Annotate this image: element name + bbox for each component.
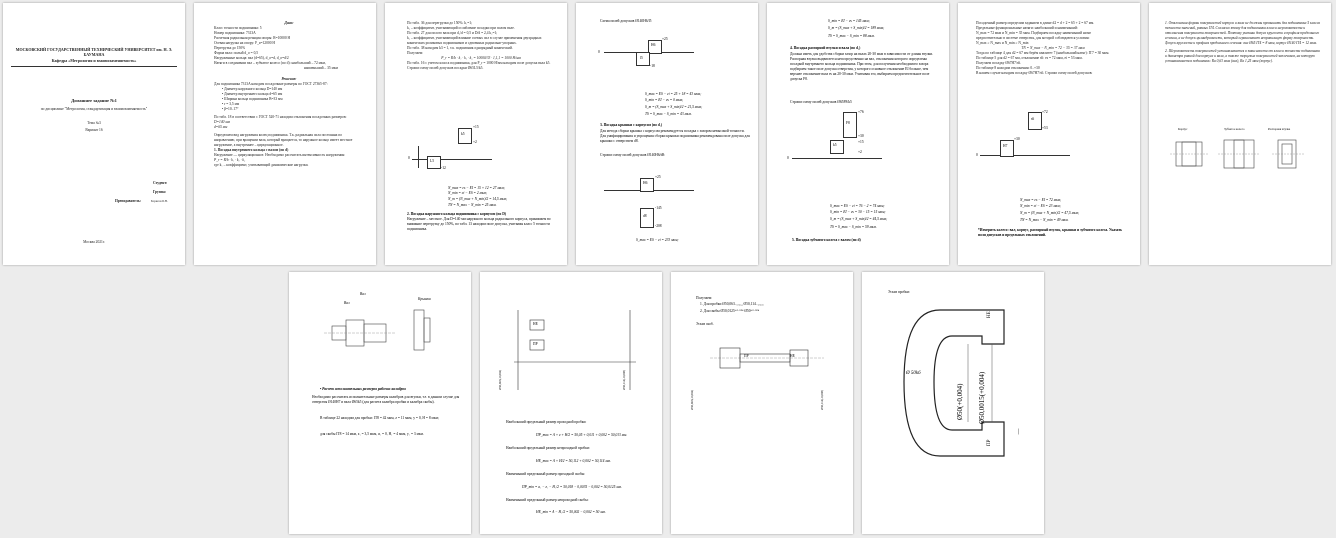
gauge-text: для скобы IT8 = 14 мкм, z₁ = 3,5 мкм, α₁ = 0, H₁ = 4 мкм, y₁ = 3 мкм.: [320, 432, 424, 436]
text-line: Посадочный размер определим заданием в длине d2 = d + 2 = 65 + 2 = 67 мм.: [976, 21, 1095, 25]
text-line: По табл. 38 находим k3 = 1, т.к. подшипник однорядный конический.: [407, 46, 513, 50]
dev-value: +15: [858, 140, 864, 144]
dev-l2: -208: [655, 224, 662, 228]
housing-drawing: [1170, 134, 1210, 174]
pr-label: ПР: [533, 342, 538, 346]
calc-line: S_max = ES − ei = 233 мкм;: [636, 238, 679, 242]
doc-subtitle: по дисциплине "Метрология, стандартизация и взаимозаменяемость": [40, 107, 148, 111]
city-year: Москва 2021г.: [83, 240, 105, 244]
results-heading: Получаем:: [696, 296, 713, 300]
bullet-item: • r = 3,5 мм: [222, 102, 240, 106]
solution-intro: Для подшипника 7313A находим посадочные размеры по ГОСТ 27365-87:: [214, 82, 328, 86]
bullet-text: Диаметр наружного кольца D=140 мм: [224, 87, 283, 91]
formula-tn: TN = N_max − N_min = 72 − 35 = 37 мкм: [1021, 46, 1085, 50]
k5-label: k5: [833, 143, 837, 147]
dim-label: Ø50,063(-0,004): [498, 369, 502, 390]
calc-line: N_m = (N_max + N_min)/2 = 47,5 мкм;: [1020, 211, 1080, 215]
tolerance-field-l5: [636, 52, 650, 66]
formula-note: где k₁ – коэффициент, учитывающий динамические нагрузки.: [214, 163, 309, 167]
shaft-drawing: [322, 306, 402, 362]
calc-line: Наибольший предельный размер непроходной пробки:: [506, 446, 590, 450]
dev-value: +76: [858, 110, 864, 114]
bullet-text: r = 3,5 мм: [224, 102, 240, 106]
doc-title: Домашнее задание №1: [71, 98, 117, 103]
plug-gauge-drawing: [708, 336, 828, 386]
bullet-item: • Диаметр внутреннего кольца d=65 мм: [222, 92, 283, 96]
bullet-text: Ширина кольца подшипника B=33 мм: [224, 97, 283, 101]
h6-label: H6: [651, 43, 656, 47]
section-1-text: Нагружение — циркуляционное. Необходимо рассчитать интенсивность нагружения:: [214, 153, 346, 157]
bullet-item: • Ширина кольца подшипника B=33 мм: [222, 97, 283, 101]
calc-formula: НЕ_min = A − H₁/2 = 50,002 − 0,002 = 50 мм.: [536, 510, 606, 514]
pr-label: ПР: [987, 439, 992, 446]
calc-line: TS = S_max − S_min = 43 мкм.: [645, 112, 692, 116]
text-line: k₂ – коэффициент, учитывающий ослабление посадки при полом вале.: [407, 26, 515, 30]
calc-line: TS = S_max − S_min = 59 мкм.: [830, 225, 877, 229]
s6-label: s6: [1031, 117, 1035, 121]
text-line: N_max = 72 мкм и N_min = 35 мкм. Подбираем посадку наименьший натяг: [976, 31, 1092, 35]
calc-line: S_min = EI − es = 30 − 15 = 15 мкм;: [830, 210, 886, 214]
part-label-spacer: Распорная втулка: [1268, 127, 1291, 131]
ne-label: НЕ: [533, 322, 538, 326]
dev-value: +30: [1014, 137, 1020, 141]
calc-line: S_max = ES − ei = 76 − 2 = 74 мкм;: [830, 204, 885, 208]
gauge-calc-heading: • Расчет исполнительных размеров рабочих калибров: [320, 387, 406, 391]
section-1-heading: 1. Посадка внутреннего кольца с валом (по d): [214, 148, 289, 152]
calc-line: TS = S_max − S_min = 88 мкм.: [828, 34, 875, 38]
table-reference: По табл. 18 в соответствии с ГОСТ 520-71 находим отклонения посадочных размеров:: [214, 115, 347, 119]
calc-line: S_m = (S_max + S_min)/2 = 21,5 мкм;: [645, 105, 703, 109]
bullet-item: • β=10..17°: [222, 107, 239, 111]
formula-pr: P_r = R/b · k₁ · k₂ · k₃ = 10000/33 · 1,1,1 = 1000 Н/мм: [441, 56, 521, 60]
calc-line: N_m = (N_max + N_min)/2 = 14,5 мкм;: [448, 197, 508, 201]
result-item: 2. Для скобы Ø50,0125⁺⁰·⁰⁰⁴ Ø50⁺⁰·⁰⁰⁴: [700, 309, 760, 313]
text-line: Получаем посадку Ø67H7/s6.: [976, 61, 1022, 65]
teacher-name: Борисов Б.Н.: [151, 199, 168, 203]
calc-line: N_min = ei − ES = 2 мкм;: [448, 191, 487, 195]
pr-label: ПР: [744, 354, 749, 358]
calc-line: N_max = es − EI = 15 + 12 = 27 мкм;: [448, 186, 505, 190]
calc-line: S_m = (S_max + S_min)/2 = 189 мкм;: [828, 26, 885, 30]
zero-line: [792, 158, 882, 159]
calc-line: TN = N_max − N_min = 49 мкм.: [1020, 218, 1069, 222]
calc-formula: НЕ_max = A + H/2 = 50,112 + 0,002 = 50,114 мм.: [536, 459, 611, 463]
dev-value: +72: [1042, 110, 1048, 114]
doc-variant: Вариант 16: [85, 128, 103, 132]
given-line: Расчетная радиальная реакция опоры: R=10000 Н: [214, 36, 291, 40]
calc-line: S_max = ES − ei = 25 + 18 = 43 мкм;: [645, 92, 702, 96]
given-line: наименьший – 35 мкм: [304, 66, 338, 70]
calc-formula: ПР_max = A + z + H/2 = 50,05 + 0,011 + 0,002 = 50,013 мм.: [536, 433, 628, 437]
page-10-results[interactable]: [671, 272, 853, 534]
page-2-given[interactable]: [194, 3, 376, 265]
dim-label: Ø50,063(-0,004): [690, 389, 694, 410]
tolerance-field-s6: [1028, 112, 1042, 130]
ne-label: НЕ: [987, 311, 992, 318]
teacher-label: Преподаватель:: [115, 199, 141, 203]
zero-mark: 0: [598, 50, 600, 54]
tolerance-field-h7: [1000, 140, 1014, 157]
k5-label: k5: [461, 132, 465, 136]
given-line: Нагруженные кольца: вал (d=65), d_o=d, d_o=d/2: [214, 56, 289, 60]
text-line: Предельные функциональные натяги: наибольший и наименьший:: [976, 26, 1078, 30]
given-line: Осевая нагрузка на опору: F_a=12000 Н: [214, 41, 275, 45]
dim-a: Ø50(+0,004): [956, 383, 964, 420]
gear-drawing: [1218, 134, 1262, 174]
given-line: Форма вала: полый d_o = 0,5: [214, 51, 259, 55]
calc-line: Наименьший предельный размер проходной скобы:: [506, 472, 586, 476]
dev-l1: -145: [655, 206, 662, 210]
scheme-header: Схема полей допусков Ø140H6/l5: [600, 19, 652, 23]
university-name: МОСКОВСКИЙ ГОСУДАРСТВЕННЫЙ ТЕХНИЧЕСКИЙ УНИВЕРСИТЕТ им. Н. Э. БАУМАНА: [15, 47, 173, 57]
axis-arrow: [418, 146, 419, 168]
given-line: Номер подшипника: 7313A: [214, 31, 256, 35]
dev-value: +30: [858, 134, 864, 138]
outer-diameter: Ø 50k6: [906, 371, 921, 376]
calc-formula: ПР_min = a₁ − z₁ − H₁/2 = 50,018 − 0,0035 − 0,002 = 50,0125 мм.: [522, 485, 622, 489]
d8-label: d8: [643, 214, 647, 218]
result-text: Для пробки Ø50,063₋₀,₀₀₄ Ø50,114₋₀,₀₀₈: [703, 302, 764, 306]
section-3-heading: 3. Посадка крышки с корпусом (по d₁): [600, 123, 663, 127]
given-heading: Дано:: [284, 21, 294, 25]
calc-line: TN = N_max − N_min = 25 мкм.: [448, 203, 497, 207]
text-cursor: |: [1018, 429, 1020, 435]
dim-label: Ø50,114(-0,008): [622, 369, 626, 390]
bullet-text: Диаметр внутреннего кольца d=65 мм: [224, 92, 283, 96]
calc-line: N_min = ei − ES = 23 мкм;: [1020, 204, 1061, 208]
drawing-label-cover: Крышка: [418, 297, 431, 301]
text-line: В нашем случае находим посадку Ø67H7/s6. Строим схему полей допусков:: [976, 71, 1093, 75]
text-line: По табл. 36 для перегрузки до 150%: k₁=1;: [407, 21, 473, 25]
requirement-item: 2. Шероховатость поверхностей устанавливается в зависимости от класса точности подшипника и диаметра равной для корпуса и вала, а также торцевых поверхностей заплечиков, на которую устанавливается подшипник: Ra 0,63 мкм (вал), Ra 1,25 мкм (корпус).: [1165, 49, 1320, 63]
deviation-a: D=140 мм: [214, 120, 230, 124]
cover-drawing: [408, 306, 438, 356]
text-line: k₃ – коэффициент, учитывающий влияние осевых сил в случае применения двухрядных конических роликовых подшипников и сдвоенных радиально-упорных.: [407, 36, 542, 45]
section-2-text: Нагружение – местное. Для D=140 мм наружного кольца радиального корпуса, принимаем во внимание перегрузку до 150%, по табл. 13 находим поле допуска, учитывая класс 5 точности подшипника.: [407, 217, 551, 231]
section-3-text: Для метода сборки крышка с корпусом рекомендуется посадка с зазором невысокой точности. Для унифицирования и упрощения сборки крышки подшипника рекомендована поле допуска для крышки с отверстием d8.: [600, 129, 750, 143]
sketch-label: Эскиз скоб.: [696, 322, 714, 326]
drawing-label-shaft-2: Вал: [344, 301, 350, 305]
dev-value: 0: [976, 153, 978, 157]
student-label: Студент:: [153, 181, 168, 185]
dev-value: +53: [1042, 126, 1048, 130]
page-6-fits[interactable]: [958, 3, 1140, 265]
gauge-tolerance-diagram: [510, 300, 640, 400]
spacer-drawing: [1270, 134, 1310, 174]
department-name: Кафедра «Метрология и взаимозаменяемость»: [51, 58, 137, 63]
formula-pr: P_r = R/b · k₁ · k₂ · k₃: [214, 158, 246, 162]
gauge-text: В таблице 22 находим для пробки: IT8 = 42 мкм, z = 11 мкм, y = 0, H = 8 мкм;: [320, 416, 439, 420]
doc-theme: Тема №3: [87, 121, 101, 125]
dim-b: Ø50,0015(+0,004): [978, 371, 986, 424]
sketch-label: Эскиз пробки:: [888, 290, 910, 294]
tolerance-field-d8: [640, 208, 654, 228]
zero-line: [412, 159, 492, 160]
part-label-gear: Зубчатое колесо: [1224, 127, 1245, 131]
dev-value: +2: [858, 150, 862, 154]
f8-label: F8: [846, 121, 850, 125]
tolerance-field-f8: [843, 112, 857, 138]
dev-upper: +25: [662, 37, 668, 41]
load-type-paragraph: Определяем вид нагружения колец подшипника. Т.к. радиальная сила постоянна по направлению, при вращении вала, который вращается, то наружное кольцо имеет местное нагружение, а внутреннее – циркуляционное.: [214, 133, 353, 147]
section-5-heading: 5. Посадка зубчатого колеса с валом (по d): [792, 238, 861, 242]
section-4-heading: 4. Посадка распорной втулки и вала (по d₂): [790, 46, 861, 50]
dim-label: Ø50,114(-0,008): [820, 389, 824, 410]
dev-mid: +2: [473, 140, 477, 144]
requirement-item: 1. Отклонения формы поверхностей корпуса и вала не должны превышать для подшипника 5 класса точности значений, равных IT4. Согласно этому для подшипника класса шероховатости и отклонения поверхности поверхностей. Поэтому указаны допуск круглости и профиля продольного сечения, а не допуск цилиндричности, который ограничивает неправильную форму поверхности. Допуск круглости и профиля продольного сечения: вал Ø65 IT4 = 8 мкм, корпус Ø140 IT4 = 12 мкм.: [1165, 21, 1321, 45]
l5-label: L5: [430, 159, 434, 163]
text-line: По таблице 8 находим отклонения: 0..+30: [976, 66, 1040, 70]
deviation-b: d=65 мм: [214, 125, 228, 129]
text-line: предпочтительно в системе отверстия, для которой соблюдаются условия:: [976, 36, 1090, 40]
given-line: Натяги в соединении вал – зубчатое колесо (по d): наибольший – 72 мкм,: [214, 61, 326, 65]
dev-lower: -12: [441, 166, 446, 170]
group-label: Группа:: [153, 190, 166, 194]
dev-lower: -18: [650, 64, 655, 68]
bullet-item: • Диаметр наружного кольца D=140 мм: [222, 87, 283, 91]
section-4-text: Должна иметь для удобства сборки зазор на валах 20-30 мкм в зависимости от длины втулки. Распорная втулка выдвигается непосредственно на вал, отклонения которого определены посадкой внутреннего кольца подшипника. При этом, для получения необходимого зазора подбираем такое поле допуска отверстия, у которого основное отклонение EI больше, чем верхнее отклонение вала es на 20-30 мкм. Учитывая это, выбираем предпочтительное поле допуска F8.: [790, 52, 934, 81]
ne-label: НЕ: [790, 354, 795, 358]
calc-line: S_m = (S_max + S_min)/2 = 44,5 мкм;: [830, 217, 888, 221]
calc-line: S_min = EI − es = 145 мкм;: [828, 19, 870, 23]
zero-line: [980, 155, 1070, 156]
section-3-text2: Строим схему полей допусков Ø140H6/d8:: [600, 153, 666, 157]
calc-line: S_min = EI − es = 0 мкм;: [645, 98, 684, 102]
text-line: По табл. 16 с учетом класса подшипника, для P_r = 1000 Н/мм находим поле допуска вала k5.: [407, 61, 551, 65]
tolerance-field-k5: [458, 128, 472, 144]
section-2-heading: 2. Посадка наружного кольца подшипника с корпусом (по D): [407, 212, 506, 216]
text-line: Строим схему полей допусков посадки Ø65L5/k5.: [407, 66, 484, 70]
text-line: N_max ≥ N_max и N_min ≥ N_min: [976, 41, 1029, 45]
dev-upper: +15: [473, 125, 479, 129]
gauge-text: Необходимо рассчитать исполнительные размеры калибров для втулки, т.е. в данном случае для отверстия Ø140H7 и вала Ø65k5 (для расчета калибра пробки и калибра скобы).: [312, 395, 460, 404]
calc-line: Наибольший предельный размер проходной пробки:: [506, 420, 587, 424]
note-paragraph: *Измерить колесо: вал, корпус, распорный втулок, крышки и зубчатого колеса. Указать поля допусков и предельных отклонений.: [978, 228, 1122, 237]
section-4-text2: Строим схему полей допусков Ø65F8/k5: [790, 100, 852, 104]
page-1-title[interactable]: [3, 3, 185, 265]
l5-label: l5: [640, 56, 643, 60]
calc-line: Наименьший предельный размер непроходной скобы:: [506, 498, 589, 502]
h7-label: H7: [1003, 144, 1008, 148]
h6-label: H6: [643, 181, 648, 185]
header-rule: [11, 66, 177, 67]
result-text: Для скобы Ø50,0125⁺⁰·⁰⁰⁴ Ø50⁺⁰·⁰⁰⁴: [703, 309, 760, 313]
text-line: Получаем:: [407, 51, 424, 55]
text-line: Тогда по таблице 4 для d2 = 67 мм берём квалитет 7 (наибольший натяг): IT7 = 30 мкм.: [976, 51, 1110, 55]
given-line: Перегрузка до 150%: [214, 46, 246, 50]
heading-text: Расчет исполнительных размеров рабочих калибров: [322, 387, 406, 391]
given-line: Класс точности подшипника: 5: [214, 26, 262, 30]
drawing-label-shaft: Вал: [360, 292, 366, 296]
text-line: По таблице 5 для d2 = 67 мм, отклонение s6: es = 72 мкм, ei = 53 мкм.: [976, 56, 1083, 60]
bullet-text: β=10..17°: [224, 107, 239, 111]
zero-mark: 0: [787, 156, 789, 160]
result-item: 1. Для пробки Ø50,063₋₀,₀₀₄ Ø50,114₋₀,₀₀₈: [700, 302, 764, 306]
dev-upper: +25: [655, 175, 661, 179]
part-label-housing: Корпус: [1178, 127, 1188, 131]
zero-mark: 0: [408, 156, 410, 160]
calc-line: N_max = es − EI = 72 мкм;: [1020, 198, 1062, 202]
solution-heading: Решение:: [281, 77, 297, 81]
text-line: По табл. 27 для полого вала при d₀/d = 0,5 и D/d = 2,4 k₂=1;: [407, 31, 498, 35]
